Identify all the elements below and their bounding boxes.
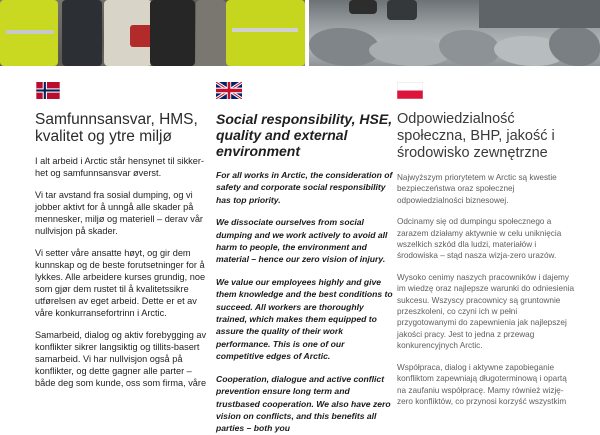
photo-strip (0, 0, 600, 66)
paragraph: We dissociate ourselves from social dumping and we work actively to avoid all harm to people, the environment and material – hence our zero vision of injury. (216, 217, 388, 265)
paragraph: Vi tar avstand fra sosial dumping, og vi jobber aktivt for å unngå alle skader på mennesker, miljø og materiell – derav vår nullvisjon på skader. (35, 190, 203, 236)
section-heading: Social responsibility, HSE, quality and external environment (216, 111, 393, 159)
section-heading: Odpowiedzialność społeczna, BHP, jakość i środowisko zewnętrzne (397, 111, 555, 161)
column-polish (397, 82, 575, 407)
paragraph: For all works in Arctic, the consideration of safety and corporate social responsibility has top priority. (216, 170, 393, 205)
norway-flag-icon (35, 82, 61, 99)
paragraph: We value our employees highly and give them knowledge and the best conditions to succeed. All workers are thoroughly trained, which makes them equipped to assure the quality of their work performance. This is one of our competitive edges of Arctic. (216, 276, 393, 362)
column-norwegian (35, 82, 213, 389)
paragraph: Cooperation, dialogue and active conflict prevention ensure long term and trustbased cooperation. We also have zero vision on conflicts, and this benefits all parties – both you (216, 373, 391, 434)
paragraph: Najwyższym priorytetem w Arctic są kwestie bezpieczeństwa oraz społecznej odpowiedzialności biznesowej. (397, 173, 557, 205)
uk-flag-icon (216, 82, 242, 99)
section-heading: Samfunnsansvar, HMS, kvalitet og ytre miljø (35, 111, 198, 145)
paragraph: Wysoko cenimy naszych pracowników i dajemy im wiedzę oraz najlepsze warunki do odniesienia sukcesu. Wszyscy pracownicy są gruntownie przeszkoleni, co czyni ich w pełni przygotowanymi do zapewnienia jak najlepszej jakości pracy. Jest to jedna z przewag konkurencyjnych Arctic. (397, 272, 575, 351)
rock-site-photo (309, 0, 600, 66)
poland-flag-icon (397, 82, 423, 99)
column-english (216, 82, 394, 435)
paragraph: Współpraca, dialog i aktywne zapobieganie konfliktom zapewniają długoterminową i opartą na zaufaniu współpracę. Mamy również wizję-zero konfliktów, co przynosi korzyść wszystkim (397, 362, 567, 406)
paragraph: Odcinamy się od dumpingu społecznego a zarazem działamy aktywnie w celu uniknięcia wszelkich szkód dla ludzi, materiałów i środowiska – stąd nasza wizja-zero urazów. (397, 217, 562, 261)
paragraph: Vi setter våre ansatte høyt, og gir dem kunnskap og de beste forutsetninger for å lykkes. Alle arbeidere kurses grundig, noe som gjør dem rustet til å kvalitetssikre utførelsen av eget arbeid. Dette er et av våre konkurransefortrinn i Arctic. (35, 248, 206, 318)
workers-photo (0, 0, 305, 66)
paragraph: Samarbeid, dialog og aktiv forebygging av konflikter sikrer langsiktig og tillits-basert samarbeid. Vi har nullvisjon også på konflikter, og dette gagner alle parter – både deg som kunde, oss som firma, våre (35, 330, 207, 388)
paragraph: I alt arbeid i Arctic står hensynet til sikker-het og samfunnsansvar øverst. (35, 156, 205, 178)
